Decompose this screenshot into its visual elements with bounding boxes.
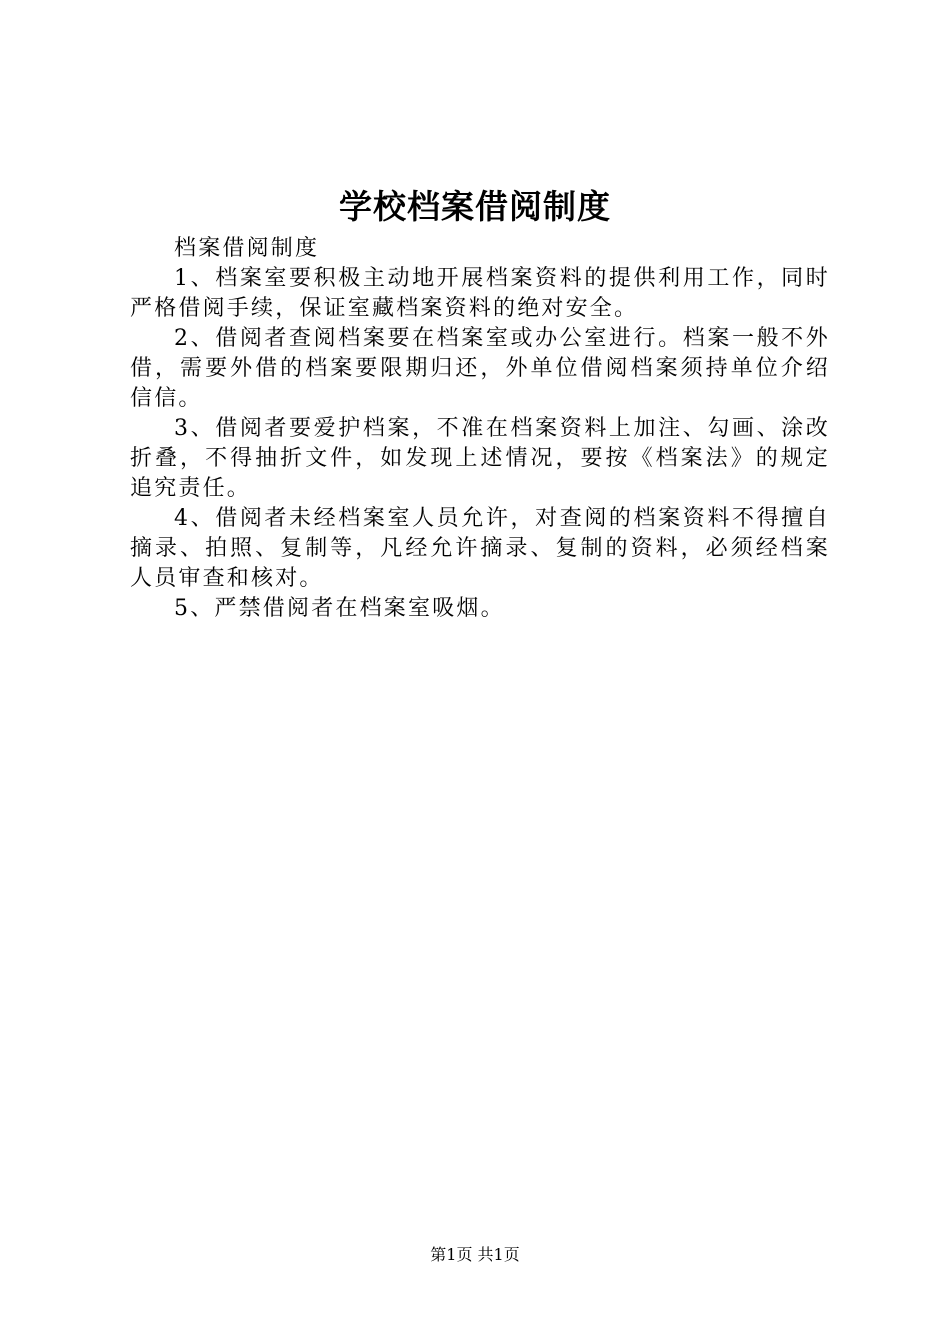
document-title: 学校档案借阅制度 — [339, 187, 611, 226]
paragraph-rule-1: 1、档案室要积极主动地开展档案资料的提供利用工作，同时严格借阅手续，保证室藏档案资料的绝对安全。 — [130, 266, 830, 321]
page-footer: 第1页 共1页 — [430, 1245, 520, 1264]
document-body — [130, 234, 830, 624]
paragraph-rule-5: 5、严禁借阅者在档案室吸烟。 — [174, 596, 505, 621]
paragraph-subtitle: 档案借阅制度 — [174, 236, 320, 261]
paragraph-rule-2: 2、借阅者查阅档案要在档案室或办公室进行。档案一般不外借，需要外借的档案要限期归还，外单位借阅档案须持单位介绍信信。 — [130, 326, 830, 411]
paragraph-rule-3: 3、借阅者要爱护档案，不准在档案资料上加注、勾画、涂改折叠，不得抽折文件，如发现上述情况，要按《档案法》的规定追究责任。 — [130, 416, 830, 501]
paragraph-rule-4: 4、借阅者未经档案室人员允许，对查阅的档案资料不得擅自摘录、拍照、复制等，凡经允许摘录、复制的资料，必须经档案人员审查和核对。 — [130, 506, 830, 591]
